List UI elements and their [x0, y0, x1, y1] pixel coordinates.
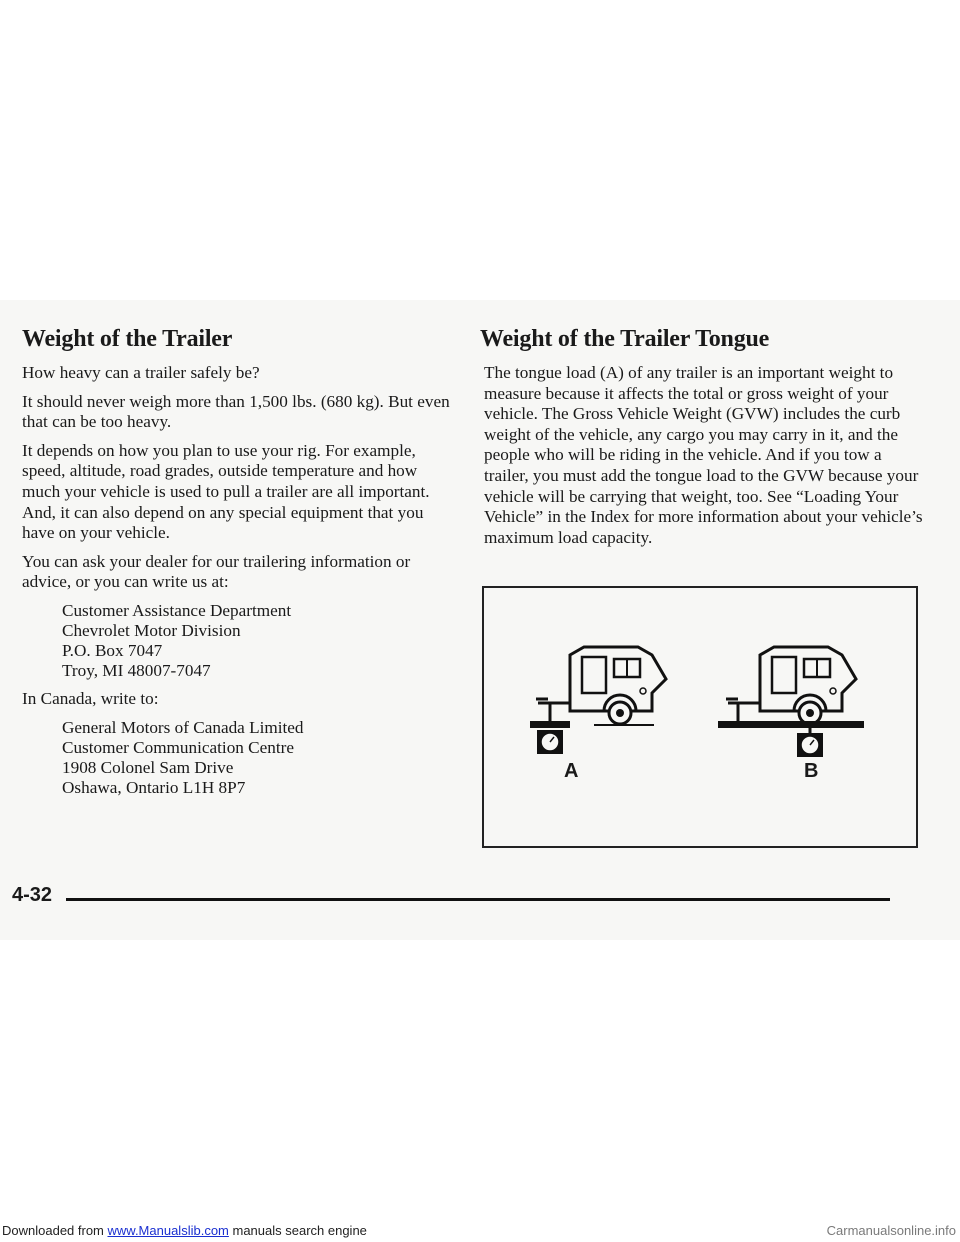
paragraph: It should never weigh more than 1,500 lbs. (680 kg). But even that can be too heavy. [22, 391, 450, 432]
trailer-b-illustration [718, 647, 864, 757]
paragraph: How heavy can a trailer safely be? [22, 363, 260, 382]
address-line: Oshawa, Ontario L1H 8P7 [62, 777, 246, 797]
paragraph: You can ask your dealer for our trailering information or advice, or you can write us at: [22, 551, 411, 592]
address-canada [62, 718, 452, 798]
paragraph: It depends on how you plan to use your rig. For example, speed, altitude, road grades, outside temperature and how much your vehicle is used to pull a trailer are all important. And, it can also depend on any special equipment that you have on your vehicle. [22, 440, 430, 543]
right-column [480, 326, 924, 556]
tongue-load-figure [482, 586, 918, 848]
address-line: Chevrolet Motor Division [62, 620, 241, 640]
footer-rule [66, 898, 890, 901]
heading-weight-of-trailer: Weight of the Trailer [22, 326, 233, 352]
heading-weight-of-trailer-tongue: Weight of the Trailer Tongue [480, 326, 770, 352]
trailer-a-illustration [530, 647, 666, 754]
download-footer [0, 1220, 960, 1242]
address-line: Customer Assistance Department [62, 600, 292, 620]
left-column [22, 326, 452, 806]
footer-left [2, 1220, 367, 1242]
address-line: P.O. Box 7047 [62, 640, 163, 660]
trailer-scale-illustration [484, 588, 916, 846]
page-number: 4-32 [12, 884, 53, 906]
address-us [62, 601, 452, 681]
address-line: General Motors of Canada Limited [62, 717, 304, 737]
manualslib-link[interactable]: www.Manualslib.com [107, 1223, 229, 1238]
paragraph: In Canada, write to: [22, 688, 159, 708]
figure-label-b: B [804, 760, 819, 782]
address-line: 1908 Colonel Sam Drive [62, 757, 234, 777]
address-line: Customer Communication Centre [62, 737, 294, 757]
address-line: Troy, MI 48007-7047 [62, 660, 211, 680]
footer-prefix: Downloaded from [2, 1223, 108, 1238]
figure-label-a: A [564, 760, 579, 782]
paragraph: The tongue load (A) of any trailer is an important weight to measure because it affects the total or gross weight of your vehicle. The Gross Vehicle Weight (GVW) includes the curb weight of the vehicle, any cargo you may carry in it, and the people who will be riding in the vehicle. And if you tow a trailer, you must add the tongue load to the GVW because your vehicle will be carrying that weight, too. See “Loading Your Vehicle” in the Index for more information about your vehicle’s maximum load capacity. [484, 363, 923, 547]
footer-watermark: Carmanualsonline.info [826, 1223, 956, 1238]
footer-suffix: manuals search engine [228, 1223, 367, 1238]
